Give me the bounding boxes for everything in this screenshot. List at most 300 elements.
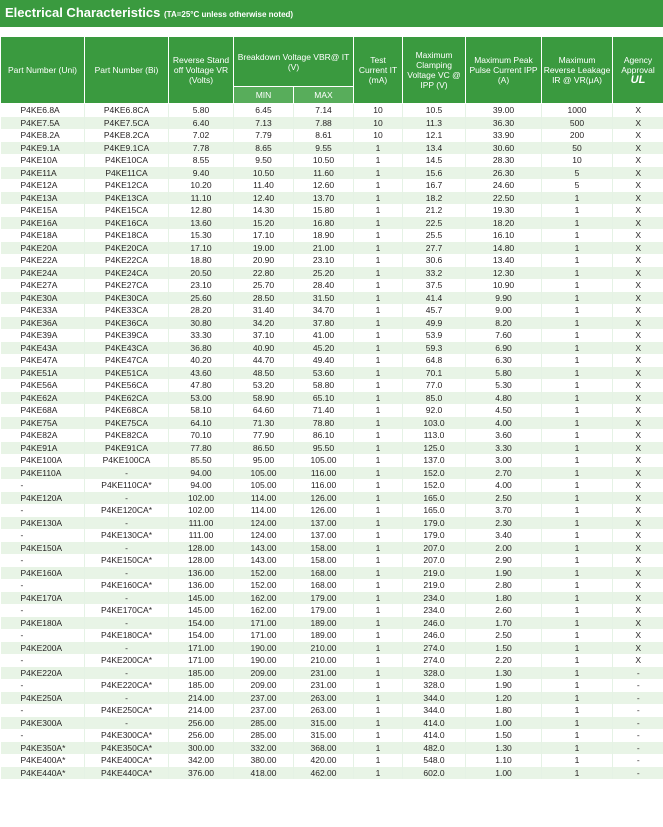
cell-vr: 12.80 — [169, 204, 234, 217]
cell-vbr-min: 12.40 — [234, 192, 294, 205]
cell-vbr-min: 162.00 — [234, 604, 294, 617]
cell-vbr-max: 189.00 — [294, 617, 354, 630]
cell-vbr-min: 22.80 — [234, 267, 294, 280]
table-row — [1, 692, 663, 705]
cell-ir: 50 — [542, 142, 613, 155]
table-row — [1, 154, 663, 167]
cell-part-bi: P4KE9.1CA — [85, 142, 169, 155]
cell-it: 1 — [354, 629, 403, 642]
cell-part-bi: P4KE130CA* — [85, 529, 169, 542]
cell-vc: 30.6 — [403, 254, 466, 267]
cell-vc: 37.5 — [403, 279, 466, 292]
cell-it: 1 — [354, 717, 403, 730]
cell-part-uni: P4KE6.8A — [1, 104, 85, 117]
cell-vr: 36.80 — [169, 342, 234, 355]
cell-agency: X — [613, 104, 663, 117]
cell-vr: 10.20 — [169, 179, 234, 192]
cell-vbr-min: 190.00 — [234, 654, 294, 667]
cell-it: 1 — [354, 267, 403, 280]
cell-it: 1 — [354, 554, 403, 567]
cell-it: 1 — [354, 379, 403, 392]
cell-ir: 1 — [542, 492, 613, 505]
cell-part-uni: P4KE51A — [1, 367, 85, 380]
cell-vbr-max: 21.00 — [294, 242, 354, 255]
cell-vbr-min: 17.10 — [234, 229, 294, 242]
table-row — [1, 254, 663, 267]
cell-it: 1 — [354, 342, 403, 355]
cell-part-bi: P4KE22CA — [85, 254, 169, 267]
cell-part-uni: P4KE300A — [1, 717, 85, 730]
cell-it: 1 — [354, 292, 403, 305]
cell-ipp: 3.00 — [466, 454, 542, 467]
cell-vbr-max: 116.00 — [294, 479, 354, 492]
cell-agency: X — [613, 579, 663, 592]
cell-vr: 145.00 — [169, 592, 234, 605]
cell-ipp: 8.20 — [466, 317, 542, 330]
cell-it: 10 — [354, 104, 403, 117]
cell-part-bi: - — [85, 692, 169, 705]
cell-ir: 1 — [542, 429, 613, 442]
cell-it: 1 — [354, 592, 403, 605]
cell-ipp: 2.70 — [466, 467, 542, 480]
cell-ipp: 1.70 — [466, 617, 542, 630]
table-row — [1, 554, 663, 567]
cell-agency: X — [613, 404, 663, 417]
cell-ipp: 30.60 — [466, 142, 542, 155]
cell-agency: X — [613, 154, 663, 167]
cell-ipp: 5.30 — [466, 379, 542, 392]
cell-vr: 256.00 — [169, 717, 234, 730]
cell-part-bi: P4KE350CA* — [85, 742, 169, 755]
cell-part-uni: P4KE160A — [1, 567, 85, 580]
cell-ir: 1 — [542, 592, 613, 605]
cell-part-uni: P4KE33A — [1, 304, 85, 317]
cell-part-bi: P4KE250CA* — [85, 704, 169, 717]
cell-vc: 45.7 — [403, 304, 466, 317]
cell-vbr-max: 58.80 — [294, 379, 354, 392]
cell-vc: 12.1 — [403, 129, 466, 142]
cell-agency: X — [613, 267, 663, 280]
cell-vbr-min: 285.00 — [234, 717, 294, 730]
cell-vc: 482.0 — [403, 742, 466, 755]
cell-ipp: 1.80 — [466, 704, 542, 717]
cell-it: 1 — [354, 754, 403, 767]
cell-part-bi: - — [85, 667, 169, 680]
cell-agency: - — [613, 679, 663, 692]
cell-agency: X — [613, 417, 663, 430]
cell-part-uni: P4KE440A* — [1, 767, 85, 780]
table-row — [1, 429, 663, 442]
cell-vr: 185.00 — [169, 679, 234, 692]
cell-part-uni: P4KE22A — [1, 254, 85, 267]
cell-ipp: 1.00 — [466, 767, 542, 780]
cell-vbr-min: 40.90 — [234, 342, 294, 355]
cell-it: 1 — [354, 154, 403, 167]
cell-vbr-min: 237.00 — [234, 692, 294, 705]
cell-ipp: 4.50 — [466, 404, 542, 417]
cell-agency: - — [613, 704, 663, 717]
cell-vc: 548.0 — [403, 754, 466, 767]
cell-vr: 20.50 — [169, 267, 234, 280]
cell-vbr-min: 25.70 — [234, 279, 294, 292]
cell-it: 10 — [354, 129, 403, 142]
cell-vc: 113.0 — [403, 429, 466, 442]
cell-vc: 274.0 — [403, 642, 466, 655]
cell-ir: 1 — [542, 767, 613, 780]
cell-it: 1 — [354, 417, 403, 430]
cell-vbr-max: 37.80 — [294, 317, 354, 330]
cell-it: 1 — [354, 304, 403, 317]
cell-vbr-max: 126.00 — [294, 504, 354, 517]
cell-ir: 1 — [542, 342, 613, 355]
cell-ipp: 3.60 — [466, 429, 542, 442]
table-row — [1, 104, 663, 117]
cell-part-bi: P4KE150CA* — [85, 554, 169, 567]
cell-vbr-max: 12.60 — [294, 179, 354, 192]
cell-part-uni: P4KE11A — [1, 167, 85, 180]
table-row — [1, 704, 663, 717]
cell-part-uni: P4KE56A — [1, 379, 85, 392]
table-row — [1, 267, 663, 280]
cell-part-uni: - — [1, 679, 85, 692]
cell-part-bi: P4KE120CA* — [85, 504, 169, 517]
table-row — [1, 479, 663, 492]
header-min: MIN — [234, 87, 294, 104]
cell-vc: 602.0 — [403, 767, 466, 780]
cell-it: 1 — [354, 404, 403, 417]
cell-part-bi: P4KE68CA — [85, 404, 169, 417]
cell-ipp: 18.20 — [466, 217, 542, 230]
cell-part-bi: P4KE24CA — [85, 267, 169, 280]
cell-vbr-min: 10.50 — [234, 167, 294, 180]
cell-agency: X — [613, 429, 663, 442]
cell-vbr-min: 209.00 — [234, 679, 294, 692]
cell-vc: 344.0 — [403, 692, 466, 705]
cell-vc: 59.3 — [403, 342, 466, 355]
cell-it: 1 — [354, 692, 403, 705]
cell-part-uni: P4KE75A — [1, 417, 85, 430]
cell-vr: 136.00 — [169, 567, 234, 580]
cell-agency: X — [613, 279, 663, 292]
cell-vbr-max: 41.00 — [294, 329, 354, 342]
cell-ipp: 1.90 — [466, 567, 542, 580]
cell-vbr-min: 152.00 — [234, 579, 294, 592]
header-vbr: Breakdown Voltage VBR@ IT (V) — [234, 37, 354, 87]
cell-ir: 1 — [542, 529, 613, 542]
cell-vbr-min: 9.50 — [234, 154, 294, 167]
cell-ir: 1 — [542, 729, 613, 742]
cell-ir: 1 — [542, 392, 613, 405]
table-row — [1, 529, 663, 542]
cell-vbr-min: 31.40 — [234, 304, 294, 317]
cell-vc: 207.0 — [403, 554, 466, 567]
cell-part-uni: P4KE9.1A — [1, 142, 85, 155]
cell-it: 1 — [354, 429, 403, 442]
cell-it: 1 — [354, 767, 403, 780]
cell-agency: - — [613, 754, 663, 767]
cell-vbr-min: 7.79 — [234, 129, 294, 142]
cell-vc: 92.0 — [403, 404, 466, 417]
cell-part-uni: P4KE47A — [1, 354, 85, 367]
cell-vbr-max: 9.55 — [294, 142, 354, 155]
cell-vbr-min: 19.00 — [234, 242, 294, 255]
cell-agency: X — [613, 504, 663, 517]
cell-vbr-max: 15.80 — [294, 204, 354, 217]
cell-ir: 1 — [542, 654, 613, 667]
table-row — [1, 192, 663, 205]
table-row — [1, 442, 663, 455]
cell-vr: 25.60 — [169, 292, 234, 305]
cell-it: 1 — [354, 742, 403, 755]
cell-vr: 15.30 — [169, 229, 234, 242]
cell-vbr-max: 18.90 — [294, 229, 354, 242]
cell-vbr-min: 8.65 — [234, 142, 294, 155]
cell-it: 1 — [354, 442, 403, 455]
cell-it: 1 — [354, 204, 403, 217]
cell-ipp: 6.30 — [466, 354, 542, 367]
table-row — [1, 667, 663, 680]
cell-ipp: 3.30 — [466, 442, 542, 455]
table-row — [1, 367, 663, 380]
cell-vbr-max: 78.80 — [294, 417, 354, 430]
cell-vbr-max: 23.10 — [294, 254, 354, 267]
table-body — [1, 104, 663, 780]
cell-vc: 11.3 — [403, 117, 466, 130]
table-row — [1, 617, 663, 630]
cell-ir: 1 — [542, 329, 613, 342]
cell-agency: - — [613, 742, 663, 755]
cell-vc: 125.0 — [403, 442, 466, 455]
table-row — [1, 754, 663, 767]
cell-it: 1 — [354, 367, 403, 380]
cell-ir: 1 — [542, 604, 613, 617]
cell-vbr-max: 34.70 — [294, 304, 354, 317]
cell-vbr-min: 162.00 — [234, 592, 294, 605]
cell-agency: X — [613, 354, 663, 367]
cell-vc: 16.7 — [403, 179, 466, 192]
header-ipp: Maximum Peak Pulse Current IPP (A) — [466, 37, 542, 104]
section-title — [5, 5, 293, 20]
cell-vbr-max: 28.40 — [294, 279, 354, 292]
cell-it: 1 — [354, 729, 403, 742]
cell-vr: 185.00 — [169, 667, 234, 680]
cell-ir: 1 — [542, 442, 613, 455]
cell-vbr-max: 126.00 — [294, 492, 354, 505]
cell-vbr-min: 34.20 — [234, 317, 294, 330]
cell-ipp: 1.90 — [466, 679, 542, 692]
table-row — [1, 379, 663, 392]
cell-vr: 342.00 — [169, 754, 234, 767]
cell-part-uni: P4KE15A — [1, 204, 85, 217]
cell-vbr-max: 105.00 — [294, 454, 354, 467]
cell-ipp: 26.30 — [466, 167, 542, 180]
cell-vc: 152.0 — [403, 467, 466, 480]
cell-vbr-max: 49.40 — [294, 354, 354, 367]
cell-vr: 77.80 — [169, 442, 234, 455]
cell-part-bi: P4KE39CA — [85, 329, 169, 342]
cell-ipp: 9.90 — [466, 292, 542, 305]
header-it: Test Current IT (mA) — [354, 37, 403, 104]
cell-agency: X — [613, 479, 663, 492]
cell-part-uni: P4KE13A — [1, 192, 85, 205]
cell-vbr-min: 15.20 — [234, 217, 294, 230]
cell-ir: 1 — [542, 617, 613, 630]
cell-vbr-max: 95.50 — [294, 442, 354, 455]
table-row — [1, 729, 663, 742]
cell-vbr-min: 285.00 — [234, 729, 294, 742]
cell-ir: 1000 — [542, 104, 613, 117]
cell-vc: 14.5 — [403, 154, 466, 167]
cell-vbr-max: 420.00 — [294, 754, 354, 767]
cell-it: 1 — [354, 329, 403, 342]
cell-vbr-max: 210.00 — [294, 654, 354, 667]
cell-vbr-max: 10.50 — [294, 154, 354, 167]
cell-it: 1 — [354, 654, 403, 667]
cell-part-uni: P4KE250A — [1, 692, 85, 705]
header-ir: Maximum Reverse Leakage IR @ VR(μA) — [542, 37, 613, 104]
cell-part-bi: P4KE62CA — [85, 392, 169, 405]
cell-ipp: 6.90 — [466, 342, 542, 355]
cell-ipp: 28.30 — [466, 154, 542, 167]
table-row — [1, 654, 663, 667]
cell-vr: 85.50 — [169, 454, 234, 467]
cell-ir: 1 — [542, 454, 613, 467]
cell-part-uni: P4KE43A — [1, 342, 85, 355]
cell-agency: X — [613, 304, 663, 317]
cell-vc: 41.4 — [403, 292, 466, 305]
cell-vbr-max: 8.61 — [294, 129, 354, 142]
cell-vbr-min: 64.60 — [234, 404, 294, 417]
table-row — [1, 417, 663, 430]
cell-part-uni: - — [1, 504, 85, 517]
cell-ir: 5 — [542, 167, 613, 180]
cell-part-uni: - — [1, 604, 85, 617]
cell-part-uni: P4KE20A — [1, 242, 85, 255]
cell-agency: X — [613, 604, 663, 617]
cell-part-uni: P4KE8.2A — [1, 129, 85, 142]
cell-part-bi: - — [85, 517, 169, 530]
cell-ipp: 2.80 — [466, 579, 542, 592]
table-row — [1, 217, 663, 230]
cell-ipp: 1.30 — [466, 667, 542, 680]
cell-ipp: 10.90 — [466, 279, 542, 292]
cell-vbr-max: 210.00 — [294, 642, 354, 655]
cell-vc: 246.0 — [403, 629, 466, 642]
cell-it: 1 — [354, 179, 403, 192]
cell-vr: 214.00 — [169, 692, 234, 705]
cell-ir: 1 — [542, 317, 613, 330]
cell-ir: 1 — [542, 404, 613, 417]
cell-vbr-min: 53.20 — [234, 379, 294, 392]
cell-part-uni: P4KE130A — [1, 517, 85, 530]
cell-part-bi: P4KE100CA — [85, 454, 169, 467]
electrical-characteristics-table — [0, 36, 663, 779]
table-row — [1, 767, 663, 780]
header-max: MAX — [294, 87, 354, 104]
cell-vbr-max: 65.10 — [294, 392, 354, 405]
cell-part-bi: P4KE43CA — [85, 342, 169, 355]
cell-part-uni: P4KE100A — [1, 454, 85, 467]
cell-vr: 70.10 — [169, 429, 234, 442]
cell-part-bi: P4KE12CA — [85, 179, 169, 192]
cell-ipp: 4.00 — [466, 417, 542, 430]
cell-part-uni: P4KE24A — [1, 267, 85, 280]
cell-part-uni: - — [1, 654, 85, 667]
cell-it: 1 — [354, 517, 403, 530]
table-row — [1, 717, 663, 730]
cell-vbr-min: 58.90 — [234, 392, 294, 405]
cell-agency: X — [613, 467, 663, 480]
cell-vc: 15.6 — [403, 167, 466, 180]
cell-vr: 300.00 — [169, 742, 234, 755]
cell-agency: X — [613, 229, 663, 242]
cell-vbr-max: 16.80 — [294, 217, 354, 230]
cell-ipp: 3.70 — [466, 504, 542, 517]
cell-part-bi: P4KE56CA — [85, 379, 169, 392]
cell-agency: X — [613, 142, 663, 155]
cell-vr: 11.10 — [169, 192, 234, 205]
cell-vr: 111.00 — [169, 517, 234, 530]
cell-agency: X — [613, 492, 663, 505]
cell-ipp: 19.30 — [466, 204, 542, 217]
cell-ir: 1 — [542, 642, 613, 655]
cell-it: 1 — [354, 492, 403, 505]
cell-agency: X — [613, 292, 663, 305]
cell-ipp: 9.00 — [466, 304, 542, 317]
cell-vbr-min: 11.40 — [234, 179, 294, 192]
table-row — [1, 567, 663, 580]
cell-vbr-min: 332.00 — [234, 742, 294, 755]
cell-vbr-max: 179.00 — [294, 604, 354, 617]
cell-vr: 154.00 — [169, 629, 234, 642]
cell-ir: 1 — [542, 304, 613, 317]
cell-it: 1 — [354, 467, 403, 480]
cell-vr: 5.80 — [169, 104, 234, 117]
cell-it: 1 — [354, 279, 403, 292]
cell-vbr-max: 462.00 — [294, 767, 354, 780]
cell-part-bi: - — [85, 717, 169, 730]
cell-vc: 165.0 — [403, 492, 466, 505]
cell-vr: 102.00 — [169, 492, 234, 505]
cell-vc: 165.0 — [403, 504, 466, 517]
cell-agency: X — [613, 567, 663, 580]
cell-vc: 70.1 — [403, 367, 466, 380]
cell-part-uni: P4KE36A — [1, 317, 85, 330]
cell-vbr-min: 171.00 — [234, 629, 294, 642]
cell-ir: 1 — [542, 579, 613, 592]
table-row — [1, 229, 663, 242]
cell-vbr-max: 263.00 — [294, 692, 354, 705]
table-row — [1, 342, 663, 355]
table-row — [1, 179, 663, 192]
cell-ipp: 2.00 — [466, 542, 542, 555]
cell-ir: 1 — [542, 204, 613, 217]
cell-vbr-max: 137.00 — [294, 517, 354, 530]
cell-ipp: 2.90 — [466, 554, 542, 567]
cell-agency: X — [613, 204, 663, 217]
cell-vr: 154.00 — [169, 617, 234, 630]
cell-ir: 1 — [542, 704, 613, 717]
cell-agency: X — [613, 554, 663, 567]
cell-vc: 137.0 — [403, 454, 466, 467]
table-row — [1, 604, 663, 617]
cell-agency: X — [613, 379, 663, 392]
cell-ir: 1 — [542, 679, 613, 692]
cell-it: 1 — [354, 142, 403, 155]
table-row — [1, 542, 663, 555]
cell-vbr-min: 20.90 — [234, 254, 294, 267]
cell-agency: X — [613, 254, 663, 267]
